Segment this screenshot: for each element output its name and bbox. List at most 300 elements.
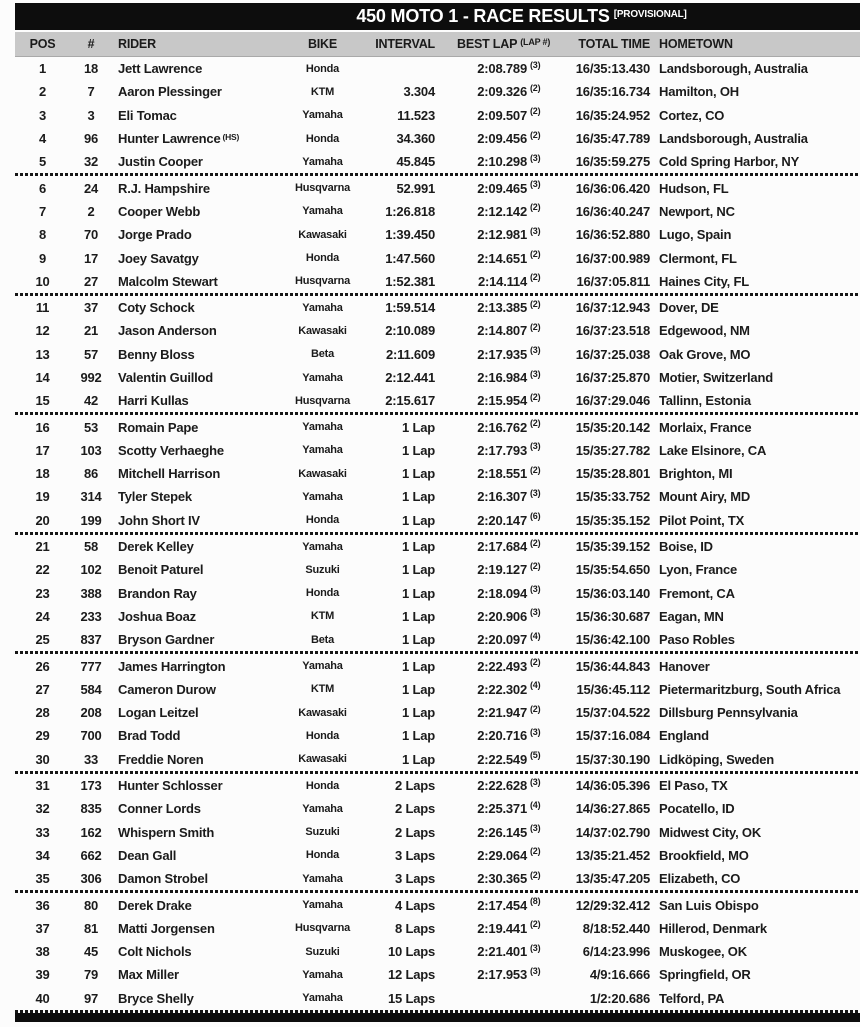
table-row — [15, 654, 860, 677]
cell-rider-name — [112, 682, 285, 697]
cell-rider-name — [112, 562, 285, 577]
cell-rider-number: 700 — [80, 728, 102, 744]
cell-interval: 2 Laps — [395, 801, 435, 817]
column-header-best-lap — [435, 37, 560, 51]
table-row — [15, 223, 860, 246]
cell-position: 7 — [38, 203, 47, 219]
cell-hometown: Hillerod, Denmark — [659, 920, 767, 936]
cell-bike: Suzuki — [305, 826, 340, 839]
cell-rider-number: 233 — [80, 608, 102, 624]
cell-hometown: Lidköping, Sweden — [659, 751, 775, 767]
rider-name: Dean Gall — [118, 847, 177, 863]
column-header-bike: BIKE — [307, 37, 338, 51]
best-lap-number: (2) — [530, 919, 541, 930]
cell-rider-number: 45 — [83, 944, 99, 960]
cell-rider-name — [112, 898, 285, 913]
cell-total-time: 15/36:42.100 — [575, 632, 650, 648]
cell-total-time: 16/37:00.989 — [575, 250, 650, 266]
cell-rider-number: 42 — [83, 393, 99, 409]
cell-total-time: 16/37:29.046 — [575, 393, 650, 409]
cell-total-time: 16/36:52.880 — [575, 227, 650, 243]
cell-hometown: Springfield, OR — [659, 967, 751, 983]
cell-best-lap — [435, 227, 560, 242]
table-row — [15, 893, 860, 916]
title-bar — [15, 3, 860, 30]
rider-name: Mitchell Harrison — [118, 466, 221, 482]
cell-best-lap — [435, 251, 560, 266]
table-row — [15, 366, 860, 389]
rider-name: Joey Savatgy — [118, 250, 199, 266]
cell-total-time: 16/37:05.811 — [576, 273, 650, 289]
table-row — [15, 558, 860, 581]
cell-position: 20 — [35, 512, 50, 528]
table-row — [15, 319, 860, 342]
best-lap-time: 2:10.298 — [477, 154, 527, 170]
best-lap-time: 2:20.147 — [477, 512, 527, 528]
cell-best-lap — [435, 752, 560, 767]
cell-interval: 1:52.381 — [385, 273, 435, 289]
cell-rider-number: 992 — [80, 370, 102, 385]
cell-rider-name — [112, 323, 285, 338]
cell-position: 27 — [35, 681, 50, 697]
cell-hometown: Mount Airy, MD — [659, 489, 751, 505]
cell-best-lap — [435, 466, 560, 481]
cell-bike: Honda — [305, 587, 340, 600]
cell-total-time: 15/35:27.782 — [575, 442, 650, 458]
cell-best-lap — [435, 659, 560, 674]
cell-interval: 1 Lap — [402, 658, 435, 674]
cell-total-time: 16/35:47.789 — [575, 131, 650, 147]
table-row — [15, 57, 860, 80]
best-lap-label: BEST LAP — [457, 37, 518, 51]
cell-rider-number: 2 — [87, 203, 95, 219]
best-lap-number: (2) — [530, 703, 541, 714]
cell-hometown: Tallinn, Estonia — [659, 393, 751, 409]
rider-name: Justin Cooper — [118, 154, 203, 170]
cell-rider-number: 18 — [83, 61, 99, 77]
cell-best-lap — [435, 586, 560, 601]
rider-name: Jorge Prado — [118, 227, 192, 243]
best-lap-number: (2) — [530, 298, 541, 309]
cell-hometown: Clermont, FL — [659, 250, 737, 266]
cell-bike: Kawasaki — [298, 467, 347, 480]
table-row — [15, 246, 860, 269]
cell-hometown: Midwest City, OK — [659, 824, 762, 840]
cell-hometown: Dover, DE — [659, 300, 719, 316]
cell-total-time: 15/35:33.752 — [575, 489, 650, 505]
cell-interval: 12 Laps — [387, 967, 435, 983]
cell-interval: 1 Lap — [402, 562, 435, 578]
cell-total-time: 16/35:13.430 — [575, 61, 650, 77]
best-lap-number: (8) — [530, 896, 541, 907]
cell-best-lap — [435, 347, 560, 362]
cell-rider-number: 86 — [83, 466, 99, 482]
best-lap-number: (2) — [530, 846, 541, 857]
cell-interval: 1 Lap — [402, 608, 435, 624]
table-row — [15, 439, 860, 462]
cell-hometown: Cold Spring Harbor, NY — [659, 154, 800, 170]
cell-position: 6 — [38, 180, 47, 196]
cell-hometown: Landsborough, Australia — [659, 61, 808, 77]
cell-best-lap — [435, 108, 560, 123]
cell-position: 35 — [35, 871, 50, 887]
cell-rider-name — [112, 967, 285, 982]
best-lap-number: (3) — [530, 726, 541, 737]
cell-best-lap — [435, 825, 560, 840]
cell-bike: Honda — [305, 729, 340, 742]
cell-position: 25 — [35, 632, 50, 648]
cell-rider-number: 32 — [83, 154, 99, 170]
cell-bike: Yamaha — [302, 992, 343, 1005]
cell-bike: KTM — [310, 85, 335, 98]
cell-hometown: Brookfield, MO — [659, 847, 749, 863]
cell-best-lap — [435, 898, 560, 913]
cell-bike: Kawasaki — [298, 753, 347, 766]
cell-rider-name — [112, 251, 285, 266]
cell-interval: 2 Laps — [395, 824, 435, 840]
cell-hometown: Telford, PA — [659, 990, 725, 1006]
cell-bike: Honda — [305, 514, 340, 527]
cell-best-lap — [435, 420, 560, 435]
best-lap-number: (3) — [530, 441, 541, 452]
cell-total-time: 15/37:04.522 — [575, 705, 650, 721]
cell-hometown: Motier, Switzerland — [659, 370, 773, 385]
table-row — [15, 940, 860, 963]
cell-interval: 2:12.441 — [385, 370, 435, 385]
cell-hometown: Newport, NC — [659, 203, 735, 219]
best-lap-time: 2:21.401 — [477, 944, 527, 960]
cell-rider-name — [112, 420, 285, 435]
cell-hometown: Paso Robles — [659, 632, 735, 648]
best-lap-number: (3) — [530, 965, 541, 976]
cell-rider-number: 24 — [83, 180, 99, 196]
cell-hometown: Edgewood, NM — [659, 323, 750, 339]
cell-rider-name — [112, 752, 285, 767]
cell-interval: 1 Lap — [402, 751, 435, 767]
cell-hometown: Boise, ID — [659, 539, 713, 555]
cell-position: 31 — [35, 778, 50, 794]
best-lap-number: (3) — [530, 942, 541, 953]
cell-rider-number: 81 — [83, 920, 99, 936]
cell-rider-name — [112, 443, 285, 458]
cell-hometown: Haines City, FL — [659, 273, 749, 289]
cell-interval: 1:39.450 — [385, 227, 435, 243]
cell-total-time: 15/35:28.801 — [575, 466, 650, 482]
cell-position: 9 — [38, 250, 47, 266]
best-lap-time: 2:25.371 — [477, 801, 527, 817]
cell-best-lap — [435, 154, 560, 169]
cell-best-lap — [435, 539, 560, 554]
cell-rider-number: 53 — [83, 419, 99, 435]
cell-interval: 1 Lap — [402, 632, 435, 648]
cell-interval: 1 Lap — [402, 681, 435, 697]
cell-hometown: Pilot Point, TX — [659, 512, 745, 528]
best-lap-time: 2:20.906 — [477, 608, 527, 624]
cell-interval: 2:10.089 — [385, 323, 435, 339]
cell-bike: KTM — [310, 610, 335, 623]
cell-position: 12 — [35, 323, 50, 339]
best-lap-number: (3) — [530, 823, 541, 834]
cell-interval: 3 Laps — [395, 871, 435, 887]
table-row — [15, 582, 860, 605]
table-row — [15, 797, 860, 820]
cell-position: 26 — [35, 658, 50, 674]
cell-hometown: Landsborough, Australia — [659, 131, 808, 147]
rider-name: Brad Todd — [118, 728, 181, 744]
best-lap-number: (2) — [530, 82, 541, 93]
best-lap-time: 2:09.326 — [477, 84, 527, 100]
best-lap-number: (2) — [530, 657, 541, 668]
cell-best-lap — [435, 848, 560, 863]
cell-hometown: Fremont, CA — [659, 585, 735, 601]
cell-interval: 3 Laps — [395, 847, 435, 863]
cell-total-time: 8/18:52.440 — [582, 920, 650, 936]
cell-hometown: Hanover — [659, 658, 710, 674]
cell-interval: 2 Laps — [395, 778, 435, 794]
cell-hometown: Elizabeth, CO — [659, 871, 741, 887]
cell-rider-number: 7 — [87, 84, 95, 100]
cell-position: 18 — [35, 466, 50, 482]
rider-name: Jett Lawrence — [118, 61, 203, 77]
cell-total-time: 15/36:30.687 — [575, 608, 650, 624]
rider-name: Tyler Stepek — [118, 489, 192, 505]
best-lap-number: (3) — [530, 59, 541, 70]
cell-total-time: 6/14:23.996 — [582, 944, 650, 960]
table-row — [15, 844, 860, 867]
best-lap-time: 2:14.807 — [477, 323, 527, 339]
column-header-total-time: TOTAL TIME — [578, 37, 650, 51]
cell-total-time: 13/35:21.452 — [575, 847, 650, 863]
cell-interval: 15 Laps — [387, 990, 435, 1006]
cell-bike: Honda — [305, 252, 340, 265]
best-lap-number: (2) — [530, 418, 541, 429]
best-lap-number: (2) — [530, 272, 541, 283]
best-lap-number: (2) — [530, 106, 541, 117]
cell-bike: Yamaha — [302, 444, 343, 457]
cell-bike: Husqvarna — [294, 182, 351, 195]
best-lap-number: (6) — [530, 511, 541, 522]
cell-rider-number: 33 — [83, 751, 99, 767]
cell-best-lap — [435, 705, 560, 720]
cell-bike: Honda — [305, 132, 340, 145]
table-row — [15, 270, 860, 293]
best-lap-number: (3) — [530, 179, 541, 190]
cell-bike: Yamaha — [302, 155, 343, 168]
table-row — [15, 701, 860, 724]
cell-hometown: Hudson, FL — [659, 180, 729, 196]
best-lap-time: 2:18.551 — [477, 466, 527, 482]
cell-interval: 3.304 — [403, 84, 435, 100]
cell-rider-number: 37 — [83, 300, 99, 316]
rider-name: Joshua Boaz — [118, 608, 196, 624]
cell-rider-name — [112, 489, 285, 504]
cell-rider-name — [112, 108, 285, 123]
rider-name: Conner Lords — [118, 801, 201, 817]
cell-total-time: 15/36:44.843 — [575, 658, 650, 674]
cell-bike: Beta — [310, 348, 335, 361]
cell-position: 8 — [38, 227, 47, 243]
cell-best-lap — [435, 728, 560, 743]
cell-position: 34 — [35, 847, 50, 863]
cell-bike: Yamaha — [302, 802, 343, 815]
best-lap-number: (4) — [530, 799, 541, 810]
cell-hometown: England — [659, 728, 709, 744]
cell-rider-number: 3 — [87, 107, 95, 123]
cell-best-lap — [435, 921, 560, 936]
cell-rider-name — [112, 84, 285, 99]
cell-position: 10 — [35, 273, 50, 289]
cell-position: 14 — [35, 370, 50, 385]
cell-bike: Husqvarna — [294, 922, 351, 935]
cell-interval: 52.991 — [396, 180, 435, 196]
cell-best-lap — [435, 871, 560, 886]
rider-flag-note: (HS) — [222, 132, 240, 143]
cell-position: 19 — [35, 489, 50, 505]
cell-hometown: Muskogee, OK — [659, 944, 747, 960]
cell-position: 23 — [35, 585, 50, 601]
cell-position: 33 — [35, 824, 50, 840]
table-row — [15, 150, 860, 173]
cell-rider-name — [112, 921, 285, 936]
cell-interval: 1:47.560 — [385, 250, 435, 266]
page-title: 450 MOTO 1 - RACE RESULTS — [356, 6, 610, 26]
cell-best-lap — [435, 181, 560, 196]
cell-interval: 1:26.818 — [385, 203, 435, 219]
cell-rider-number: 584 — [80, 681, 102, 697]
cell-best-lap — [435, 300, 560, 315]
cell-best-lap — [435, 393, 560, 408]
cell-best-lap — [435, 61, 560, 76]
cell-rider-number: 80 — [83, 897, 99, 913]
best-lap-time: 2:17.935 — [477, 346, 527, 362]
table-row — [15, 628, 860, 651]
cell-position: 13 — [35, 346, 50, 362]
table-row — [15, 678, 860, 701]
best-lap-number: (5) — [530, 750, 541, 761]
cell-rider-name — [112, 659, 285, 674]
cell-rider-name — [112, 871, 285, 886]
cell-rider-name — [112, 848, 285, 863]
rider-name: Cameron Durow — [118, 681, 216, 697]
cell-rider-number: 58 — [83, 539, 99, 555]
cell-rider-number: 70 — [83, 227, 99, 243]
cell-rider-number: 306 — [80, 871, 102, 887]
cell-rider-number: 837 — [80, 632, 102, 648]
table-row — [15, 774, 860, 797]
rider-name: Derek Drake — [118, 897, 192, 913]
column-header-pos: POS — [29, 37, 56, 51]
best-lap-number: (4) — [530, 680, 541, 691]
cell-hometown: Lugo, Spain — [659, 227, 732, 243]
cell-interval: 1 Lap — [402, 489, 435, 505]
cell-rider-name — [112, 227, 285, 242]
cell-hometown: Cortez, CO — [659, 107, 725, 123]
cell-interval: 1 Lap — [402, 466, 435, 482]
cell-bike: Suzuki — [305, 563, 340, 576]
cell-best-lap — [435, 131, 560, 146]
cell-rider-name — [112, 728, 285, 743]
best-lap-time: 2:22.549 — [477, 751, 527, 767]
bottom-bar — [15, 1013, 860, 1022]
cell-position: 37 — [35, 920, 50, 936]
rider-name: Hunter Lawrence — [118, 131, 221, 147]
cell-rider-name — [112, 801, 285, 816]
table-row — [15, 389, 860, 412]
cell-best-lap — [435, 274, 560, 289]
best-lap-time: 2:09.507 — [477, 107, 527, 123]
cell-interval: 8 Laps — [395, 920, 435, 936]
cell-interval: 1 Lap — [402, 442, 435, 458]
best-lap-time: 2:21.947 — [477, 705, 527, 721]
rider-name: Bryson Gardner — [118, 632, 215, 648]
cell-rider-name — [112, 274, 285, 289]
table-row — [15, 509, 860, 532]
cell-total-time: 16/36:40.247 — [575, 203, 650, 219]
cell-position: 38 — [35, 944, 50, 960]
cell-total-time: 15/36:45.112 — [576, 681, 650, 697]
cell-total-time: 16/37:25.038 — [575, 346, 650, 362]
best-lap-number: (3) — [530, 607, 541, 618]
cell-best-lap — [435, 562, 560, 577]
column-header-rider: RIDER — [118, 37, 156, 51]
cell-rider-number: 17 — [83, 250, 99, 266]
cell-total-time: 15/37:30.190 — [575, 751, 650, 767]
cell-hometown: Brighton, MI — [659, 466, 733, 482]
cell-total-time: 4/9:16.666 — [589, 967, 650, 983]
cell-hometown: Lake Elsinore, CA — [659, 442, 767, 458]
cell-rider-name — [112, 204, 285, 219]
rider-name: Scotty Verhaeghe — [118, 442, 224, 458]
best-lap-number: (3) — [530, 152, 541, 163]
cell-total-time: 1/2:20.686 — [589, 990, 650, 1006]
cell-position: 22 — [35, 562, 50, 578]
table-row — [15, 748, 860, 771]
best-lap-time: 2:09.456 — [477, 131, 527, 147]
best-lap-number: (2) — [530, 249, 541, 260]
rider-name: Romain Pape — [118, 419, 199, 435]
cell-rider-number: 662 — [80, 847, 102, 863]
cell-bike: Suzuki — [305, 945, 340, 958]
cell-position: 16 — [35, 419, 50, 435]
cell-position: 36 — [35, 897, 50, 913]
cell-best-lap — [435, 778, 560, 793]
cell-rider-name — [112, 705, 285, 720]
cell-bike: Yamaha — [302, 540, 343, 553]
table-row — [15, 296, 860, 319]
best-lap-time: 2:19.441 — [477, 920, 527, 936]
cell-hometown: El Paso, TX — [659, 778, 728, 794]
cell-best-lap — [435, 632, 560, 647]
table-row — [15, 104, 860, 127]
best-lap-time: 2:13.385 — [477, 300, 527, 316]
cell-rider-name — [112, 825, 285, 840]
cell-bike: Yamaha — [302, 109, 343, 122]
table-row — [15, 535, 860, 558]
cell-bike: Yamaha — [302, 872, 343, 885]
best-lap-number: (2) — [530, 129, 541, 140]
cell-rider-number: 79 — [83, 967, 99, 983]
cell-position: 17 — [35, 442, 50, 458]
cell-bike: Husqvarna — [294, 394, 351, 407]
cell-interval: 2:11.609 — [385, 346, 435, 362]
cell-bike: Yamaha — [302, 968, 343, 981]
cell-best-lap — [435, 443, 560, 458]
cell-position: 32 — [35, 801, 50, 817]
best-lap-number: (2) — [530, 391, 541, 402]
cell-rider-name — [112, 300, 285, 315]
cell-total-time: 16/35:16.734 — [575, 84, 650, 100]
cell-position: 21 — [35, 539, 50, 555]
